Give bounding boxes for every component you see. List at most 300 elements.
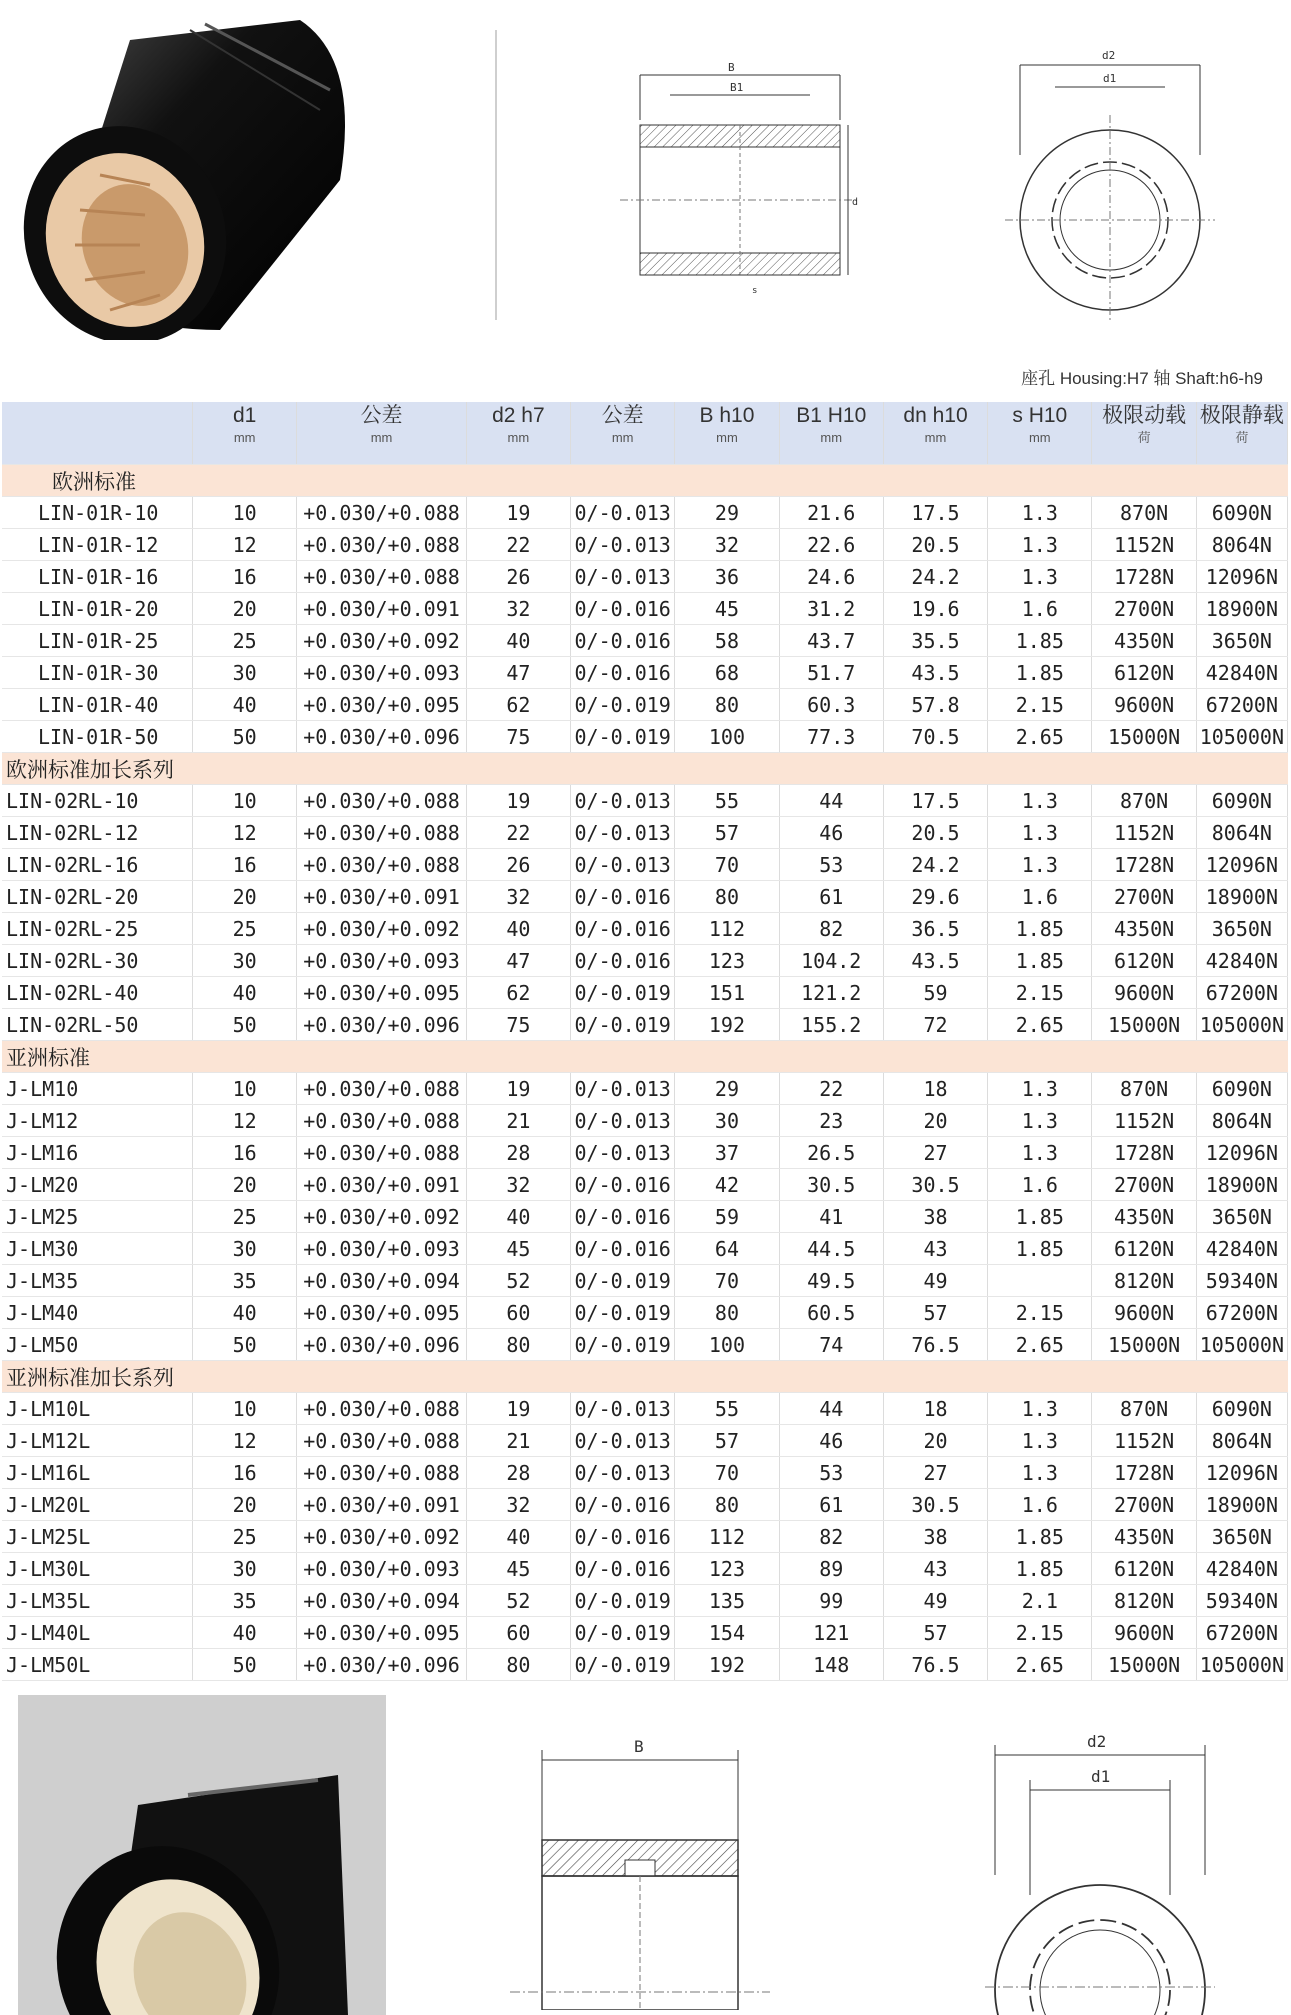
table-row [2, 1393, 1288, 1425]
cell-d2: 52 [466, 1585, 570, 1617]
table-row [2, 1233, 1288, 1265]
cell-model: J-LM50 [2, 1329, 193, 1361]
housing-shaft-note: 座孔 Housing:H7 轴 Shaft:h6-h9 [1021, 369, 1263, 388]
cell-b: 135 [675, 1585, 779, 1617]
cell-s: 2.1 [988, 1585, 1092, 1617]
table-row [2, 1457, 1288, 1489]
cell-static-load: 105000N [1196, 1329, 1287, 1361]
section-title: 亚洲标准 [2, 1041, 1288, 1073]
cell-d1-tolerance: +0.030/+0.096 [297, 721, 466, 753]
cell-b: 37 [675, 1137, 779, 1169]
dim-d1-label: d1 [1103, 72, 1117, 85]
cell-d1-tolerance: +0.030/+0.095 [297, 1297, 466, 1329]
header-unit: mm [233, 430, 256, 445]
cell-model: LIN-01R-40 [2, 689, 193, 721]
cell-static-load: 59340N [1196, 1585, 1287, 1617]
cell-d1-tolerance: +0.030/+0.092 [297, 913, 466, 945]
table-row [2, 1297, 1288, 1329]
header-d2-tolerance [571, 402, 675, 465]
cell-dynamic-load: 6120N [1092, 1233, 1196, 1265]
cell-model: LIN-01R-16 [2, 561, 193, 593]
cell-d1-tolerance: +0.030/+0.091 [297, 593, 466, 625]
header-model [2, 402, 193, 465]
cell-d2-tolerance: 0/-0.016 [571, 657, 675, 689]
cell-d2-tolerance: 0/-0.019 [571, 1009, 675, 1041]
cell-dynamic-load: 15000N [1092, 1329, 1196, 1361]
cell-dynamic-load: 1728N [1092, 1137, 1196, 1169]
cell-d1: 12 [193, 529, 297, 561]
cell-d2-tolerance: 0/-0.019 [571, 1649, 675, 1681]
cell-d2: 45 [466, 1553, 570, 1585]
header-label: B h10 [699, 404, 755, 427]
cell-d1-tolerance: +0.030/+0.092 [297, 1201, 466, 1233]
cell-static-load: 12096N [1196, 1457, 1287, 1489]
cell-static-load: 8064N [1196, 529, 1287, 561]
header-unit: mm [1028, 430, 1051, 445]
cell-dn: 17.5 [883, 785, 987, 817]
cell-b1: 53 [779, 849, 883, 881]
cell-static-load: 6090N [1196, 1393, 1287, 1425]
cell-dynamic-load: 4350N [1092, 1201, 1196, 1233]
cell-d2: 19 [466, 497, 570, 529]
cell-dynamic-load: 15000N [1092, 1009, 1196, 1041]
cell-b1: 24.6 [779, 561, 883, 593]
cell-s: 1.3 [988, 817, 1092, 849]
cell-d2-tolerance: 0/-0.016 [571, 1489, 675, 1521]
cell-dn: 43 [883, 1553, 987, 1585]
cell-dn: 20.5 [883, 529, 987, 561]
cell-model: J-LM30 [2, 1233, 193, 1265]
cell-b1: 49.5 [779, 1265, 883, 1297]
cell-d2-tolerance: 0/-0.013 [571, 1137, 675, 1169]
cell-b: 100 [675, 1329, 779, 1361]
cell-d1: 40 [193, 1297, 297, 1329]
dim-d-label: d [852, 197, 859, 208]
cell-model: LIN-02RL-20 [2, 881, 193, 913]
cell-s: 1.85 [988, 1553, 1092, 1585]
cell-b1: 51.7 [779, 657, 883, 689]
cell-dn: 43.5 [883, 945, 987, 977]
cell-static-load: 12096N [1196, 561, 1287, 593]
cell-d2: 40 [466, 625, 570, 657]
table-row [2, 593, 1288, 625]
cell-d1-tolerance: +0.030/+0.088 [297, 1425, 466, 1457]
cell-static-load: 3650N [1196, 913, 1287, 945]
header-label: dn h10 [903, 404, 968, 427]
cell-s: 1.3 [988, 1105, 1092, 1137]
cell-d1: 40 [193, 689, 297, 721]
cell-s: 2.65 [988, 1649, 1092, 1681]
cell-static-load: 42840N [1196, 1233, 1287, 1265]
cell-d1: 10 [193, 497, 297, 529]
table-row [2, 1329, 1288, 1361]
header-label: d2 h7 [492, 404, 545, 427]
cell-d1-tolerance: +0.030/+0.088 [297, 1137, 466, 1169]
cell-s: 1.85 [988, 625, 1092, 657]
cell-d1: 40 [193, 977, 297, 1009]
section-header-row [2, 753, 1288, 785]
cell-dynamic-load: 15000N [1092, 1649, 1196, 1681]
dim-b-label: B [728, 61, 735, 74]
cell-b1: 104.2 [779, 945, 883, 977]
cell-d2: 19 [466, 785, 570, 817]
cell-dn: 30.5 [883, 1489, 987, 1521]
cell-dn: 17.5 [883, 497, 987, 529]
cell-b: 68 [675, 657, 779, 689]
cell-static-load: 105000N [1196, 1009, 1287, 1041]
end-view-drawing [1000, 35, 1220, 325]
header-unit: mm [924, 430, 947, 445]
dim-b-label-2: B [634, 1737, 644, 1756]
cell-s [988, 1265, 1092, 1297]
cell-b1: 148 [779, 1649, 883, 1681]
cell-model: J-LM40 [2, 1297, 193, 1329]
cell-dynamic-load: 15000N [1092, 721, 1196, 753]
section-header-row [2, 1041, 1288, 1073]
cell-d1: 25 [193, 1201, 297, 1233]
cell-d2-tolerance: 0/-0.013 [571, 1457, 675, 1489]
cell-b: 55 [675, 785, 779, 817]
cell-b1: 60.5 [779, 1297, 883, 1329]
cell-model: LIN-02RL-10 [2, 785, 193, 817]
cell-dynamic-load: 4350N [1092, 913, 1196, 945]
cell-b: 70 [675, 849, 779, 881]
cell-d1-tolerance: +0.030/+0.091 [297, 1169, 466, 1201]
table-row [2, 817, 1288, 849]
cell-static-load: 67200N [1196, 977, 1287, 1009]
cell-dn: 20 [883, 1105, 987, 1137]
cell-d2-tolerance: 0/-0.013 [571, 1073, 675, 1105]
cell-d1-tolerance: +0.030/+0.088 [297, 849, 466, 881]
section-header-row [2, 465, 1288, 497]
cell-d2: 21 [466, 1105, 570, 1137]
cell-d1: 30 [193, 1233, 297, 1265]
cell-d1: 30 [193, 945, 297, 977]
header-unit: mm [370, 430, 393, 445]
table-row [2, 1201, 1288, 1233]
cell-b1: 89 [779, 1553, 883, 1585]
dim-s-label: s [752, 286, 758, 296]
cell-model: J-LM25L [2, 1521, 193, 1553]
cell-d1-tolerance: +0.030/+0.096 [297, 1009, 466, 1041]
cell-s: 2.15 [988, 1617, 1092, 1649]
cell-d1: 16 [193, 561, 297, 593]
cell-d2: 60 [466, 1617, 570, 1649]
table-row [2, 1585, 1288, 1617]
cell-dn: 24.2 [883, 849, 987, 881]
cell-dn: 38 [883, 1201, 987, 1233]
cell-static-load: 105000N [1196, 1649, 1287, 1681]
cell-dynamic-load: 1728N [1092, 561, 1196, 593]
cell-model: J-LM10L [2, 1393, 193, 1425]
cell-dynamic-load: 6120N [1092, 1553, 1196, 1585]
cell-d1-tolerance: +0.030/+0.096 [297, 1329, 466, 1361]
cell-b1: 41 [779, 1201, 883, 1233]
cell-d1-tolerance: +0.030/+0.095 [297, 1617, 466, 1649]
dim-d1-label-2: d1 [1091, 1767, 1111, 1786]
cell-b: 55 [675, 1393, 779, 1425]
cell-b1: 44 [779, 1393, 883, 1425]
table-row [2, 689, 1288, 721]
cell-b1: 46 [779, 817, 883, 849]
cell-b: 100 [675, 721, 779, 753]
cell-static-load: 6090N [1196, 1073, 1287, 1105]
header-unit: mm [611, 430, 634, 445]
cell-model: LIN-01R-10 [2, 497, 193, 529]
cell-d2: 26 [466, 561, 570, 593]
cell-model: LIN-01R-20 [2, 593, 193, 625]
cell-dn: 38 [883, 1521, 987, 1553]
cell-b: 123 [675, 945, 779, 977]
cell-d1: 25 [193, 625, 297, 657]
table-row [2, 977, 1288, 1009]
header-label: s H10 [1012, 404, 1068, 427]
cell-d1-tolerance: +0.030/+0.091 [297, 1489, 466, 1521]
cell-d2-tolerance: 0/-0.016 [571, 881, 675, 913]
cell-static-load: 18900N [1196, 593, 1287, 625]
cell-d1-tolerance: +0.030/+0.088 [297, 561, 466, 593]
cell-static-load: 18900N [1196, 1489, 1287, 1521]
cell-b: 36 [675, 561, 779, 593]
cell-model: J-LM12L [2, 1425, 193, 1457]
cell-d2-tolerance: 0/-0.016 [571, 1201, 675, 1233]
cell-static-load: 67200N [1196, 689, 1287, 721]
cell-d2: 40 [466, 1201, 570, 1233]
cell-dynamic-load: 6120N [1092, 945, 1196, 977]
cell-dynamic-load: 1152N [1092, 529, 1196, 561]
cell-model: LIN-01R-30 [2, 657, 193, 689]
cell-dn: 43 [883, 1233, 987, 1265]
cell-dynamic-load: 1728N [1092, 1457, 1196, 1489]
cell-s: 1.85 [988, 1201, 1092, 1233]
section-header-row [2, 1361, 1288, 1393]
cell-dynamic-load: 1152N [1092, 817, 1196, 849]
cell-dynamic-load: 870N [1092, 1393, 1196, 1425]
header-b [675, 402, 779, 465]
cell-b1: 30.5 [779, 1169, 883, 1201]
cell-d2-tolerance: 0/-0.019 [571, 1329, 675, 1361]
cell-static-load: 42840N [1196, 1553, 1287, 1585]
cell-model: J-LM20L [2, 1489, 193, 1521]
cell-s: 1.6 [988, 593, 1092, 625]
cell-d1-tolerance: +0.030/+0.093 [297, 657, 466, 689]
cell-b: 112 [675, 913, 779, 945]
cell-model: LIN-01R-25 [2, 625, 193, 657]
cell-dynamic-load: 1152N [1092, 1425, 1196, 1457]
cell-b1: 99 [779, 1585, 883, 1617]
header-unit: mm [820, 430, 843, 445]
cell-d2: 40 [466, 913, 570, 945]
cell-d1: 35 [193, 1265, 297, 1297]
header-unit: 荷 [1235, 430, 1249, 445]
cell-b: 123 [675, 1553, 779, 1585]
cell-d1-tolerance: +0.030/+0.093 [297, 1553, 466, 1585]
cell-dn: 29.6 [883, 881, 987, 913]
cell-b: 58 [675, 625, 779, 657]
table-row [2, 721, 1288, 753]
bearing-photo [0, 0, 400, 340]
table-row [2, 657, 1288, 689]
table-header [2, 402, 1288, 465]
cell-model: J-LM12 [2, 1105, 193, 1137]
cell-d2-tolerance: 0/-0.013 [571, 1393, 675, 1425]
cell-b1: 22.6 [779, 529, 883, 561]
cell-d2-tolerance: 0/-0.013 [571, 1425, 675, 1457]
table-row [2, 1137, 1288, 1169]
cell-d1-tolerance: +0.030/+0.093 [297, 945, 466, 977]
cell-d1-tolerance: +0.030/+0.095 [297, 689, 466, 721]
header-dynamic-load [1092, 402, 1196, 465]
cell-s: 1.6 [988, 881, 1092, 913]
cell-d2: 75 [466, 1009, 570, 1041]
cell-b1: 22 [779, 1073, 883, 1105]
cell-d2-tolerance: 0/-0.019 [571, 689, 675, 721]
cell-d1-tolerance: +0.030/+0.088 [297, 529, 466, 561]
cell-s: 1.85 [988, 913, 1092, 945]
header-d2 [466, 402, 570, 465]
cell-d2-tolerance: 0/-0.016 [571, 593, 675, 625]
cell-d1: 35 [193, 1585, 297, 1617]
cell-d1-tolerance: +0.030/+0.092 [297, 1521, 466, 1553]
cell-b: 80 [675, 689, 779, 721]
cell-b1: 44.5 [779, 1233, 883, 1265]
section-title: 欧洲标准 [2, 465, 1288, 497]
cell-b: 70 [675, 1457, 779, 1489]
cell-s: 1.85 [988, 1521, 1092, 1553]
cell-s: 1.85 [988, 657, 1092, 689]
cell-d1-tolerance: +0.030/+0.088 [297, 1393, 466, 1425]
cell-d1: 20 [193, 881, 297, 913]
cell-d1-tolerance: +0.030/+0.096 [297, 1649, 466, 1681]
cell-dn: 76.5 [883, 1329, 987, 1361]
cell-d2: 60 [466, 1297, 570, 1329]
cell-s: 1.3 [988, 1137, 1092, 1169]
cell-dynamic-load: 1728N [1092, 849, 1196, 881]
cell-d2: 45 [466, 1233, 570, 1265]
cell-dynamic-load: 9600N [1092, 977, 1196, 1009]
cell-model: J-LM35 [2, 1265, 193, 1297]
cell-static-load: 8064N [1196, 1105, 1287, 1137]
cell-d1: 50 [193, 1009, 297, 1041]
cell-b: 192 [675, 1649, 779, 1681]
cell-s: 2.65 [988, 1009, 1092, 1041]
cell-dn: 24.2 [883, 561, 987, 593]
cell-d2: 62 [466, 689, 570, 721]
cell-b: 57 [675, 817, 779, 849]
cell-b: 112 [675, 1521, 779, 1553]
cell-d2-tolerance: 0/-0.019 [571, 1265, 675, 1297]
table-row [2, 913, 1288, 945]
cell-d2: 62 [466, 977, 570, 1009]
cell-s: 1.6 [988, 1169, 1092, 1201]
cell-d1: 25 [193, 913, 297, 945]
cell-static-load: 105000N [1196, 721, 1287, 753]
cell-d2: 19 [466, 1073, 570, 1105]
cell-d1: 12 [193, 1105, 297, 1137]
cell-b1: 155.2 [779, 1009, 883, 1041]
cell-s: 2.15 [988, 977, 1092, 1009]
cell-d2-tolerance: 0/-0.016 [571, 1553, 675, 1585]
dim-b1-label: B1 [730, 81, 744, 94]
table-row [2, 1073, 1288, 1105]
table-row [2, 625, 1288, 657]
cell-d2-tolerance: 0/-0.016 [571, 913, 675, 945]
cell-static-load: 42840N [1196, 945, 1287, 977]
cell-d2: 22 [466, 529, 570, 561]
cell-b: 151 [675, 977, 779, 1009]
cell-model: J-LM16L [2, 1457, 193, 1489]
cell-d1: 30 [193, 1553, 297, 1585]
cell-dn: 57.8 [883, 689, 987, 721]
cell-d1: 10 [193, 1393, 297, 1425]
cell-b1: 31.2 [779, 593, 883, 625]
table-row [2, 1521, 1288, 1553]
table-row [2, 1649, 1288, 1681]
table-row [2, 529, 1288, 561]
cell-d2: 47 [466, 657, 570, 689]
cell-d2: 32 [466, 881, 570, 913]
cell-model: J-LM50L [2, 1649, 193, 1681]
cell-model: J-LM25 [2, 1201, 193, 1233]
cell-model: LIN-02RL-25 [2, 913, 193, 945]
cell-d1-tolerance: +0.030/+0.088 [297, 817, 466, 849]
cell-b: 32 [675, 529, 779, 561]
cell-model: LIN-02RL-30 [2, 945, 193, 977]
cell-d1-tolerance: +0.030/+0.091 [297, 881, 466, 913]
cell-s: 1.3 [988, 529, 1092, 561]
cell-d2: 28 [466, 1137, 570, 1169]
cell-dn: 20 [883, 1425, 987, 1457]
cell-b: 80 [675, 881, 779, 913]
cell-d1-tolerance: +0.030/+0.094 [297, 1265, 466, 1297]
table-row [2, 1009, 1288, 1041]
cell-b1: 46 [779, 1425, 883, 1457]
cell-s: 2.65 [988, 721, 1092, 753]
cell-dn: 49 [883, 1585, 987, 1617]
cell-dn: 70.5 [883, 721, 987, 753]
cell-d1: 20 [193, 593, 297, 625]
cell-dn: 59 [883, 977, 987, 1009]
cell-d1-tolerance: +0.030/+0.088 [297, 1073, 466, 1105]
cell-b1: 77.3 [779, 721, 883, 753]
cell-dn: 72 [883, 1009, 987, 1041]
cell-dn: 27 [883, 1137, 987, 1169]
cell-b: 57 [675, 1425, 779, 1457]
cell-model: J-LM16 [2, 1137, 193, 1169]
cell-d2: 26 [466, 849, 570, 881]
table-row [2, 561, 1288, 593]
table-row [2, 1553, 1288, 1585]
cell-dn: 19.6 [883, 593, 987, 625]
cell-s: 2.15 [988, 1297, 1092, 1329]
cell-model: LIN-01R-50 [2, 721, 193, 753]
cell-dn: 49 [883, 1265, 987, 1297]
cell-b1: 53 [779, 1457, 883, 1489]
cell-d2-tolerance: 0/-0.019 [571, 1297, 675, 1329]
cell-b: 30 [675, 1105, 779, 1137]
cell-d1: 25 [193, 1521, 297, 1553]
header-b1 [779, 402, 883, 465]
end-view-drawing-2 [985, 1725, 1215, 2015]
header-label: 公差 [360, 404, 403, 427]
cell-d1: 16 [193, 849, 297, 881]
cell-d2-tolerance: 0/-0.013 [571, 785, 675, 817]
header-unit: mm [507, 430, 530, 445]
header-label: 公差 [601, 404, 644, 427]
cell-d2-tolerance: 0/-0.016 [571, 945, 675, 977]
cell-dn: 57 [883, 1297, 987, 1329]
header-s [988, 402, 1092, 465]
